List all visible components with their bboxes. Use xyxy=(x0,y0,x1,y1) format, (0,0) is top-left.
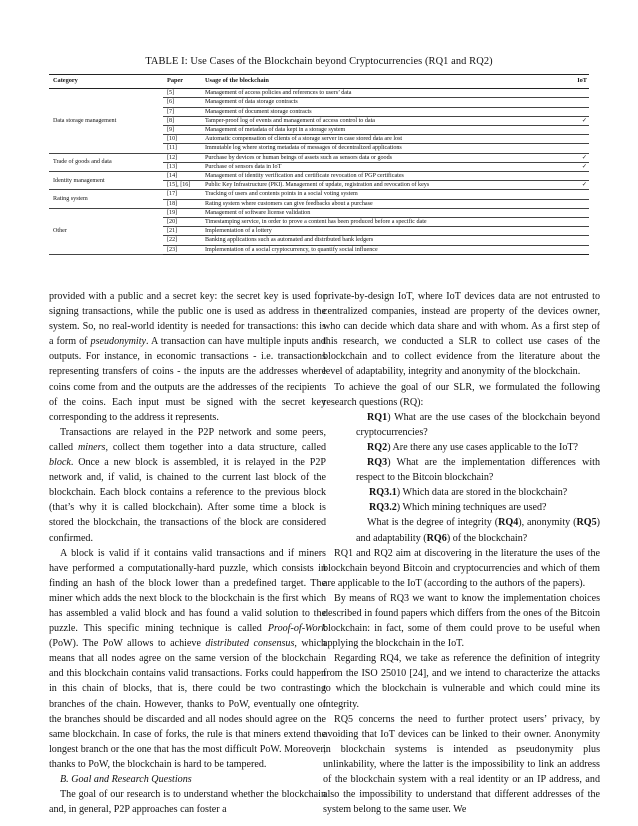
iot-cell xyxy=(561,144,589,153)
table-row xyxy=(49,153,589,162)
paragraph: By means of RQ3 we want to know the implementation choices described in found papers which differs from the ones of the Bitcoin blockchain: in fact, some of them could prove to be useful when applying the blockchain in the IoT. xyxy=(323,592,600,650)
paper-cell: [22] xyxy=(163,236,201,245)
iot-cell xyxy=(561,190,589,199)
iot-cell xyxy=(561,199,589,208)
iot-cell: ✓ xyxy=(561,116,589,125)
table-row xyxy=(49,190,589,199)
iot-cell: ✓ xyxy=(561,162,589,171)
paragraph: RQ5 concerns the need to further protect users’ privacy, by avoiding that IoT devices can be linked to their owner. Anonymity in blockchain systems is intended as pseudonymity plus unlinkability, where the latter is the impossibility to link an address of the blockchain system with a real identity or an IP address, and also the impossibility to understand that different addresses of the system belong to the same user. We xyxy=(323,713,600,816)
paragraph: A block is valid if it contains valid transactions and if miners have performed a computationally-hard puzzle, which consists in finding an hash of the block lower than a predefined target. The miner which adds the next block to the blockchain is the first which has assembled a valid block and has found a valid solution to the puzzle. This specific mining technique is called Proof-of-Work (PoW). The PoW allows to achieve distributed consensus, which means that all nodes agree on the same version of the blockchain and this blockchain contains valid transactions. Forks could happen in this chain of blocks, that is, there could be two contrasting branches of the chain. However, thanks to PoW, eventually one of the branches should be discarded and all nodes should agree on the same blockchain. In case of forks, the rule is that miners extend the longest branch or the one that has the most difficult PoW. Moreover, thanks to PoW, the blockchain is hard to be tampered. xyxy=(49,547,326,770)
usage-cell: Tracking of users and contents points in a social voting system xyxy=(201,190,561,199)
iot-cell xyxy=(561,107,589,116)
header-usage: Usage of the blockchain xyxy=(201,75,561,89)
left-column xyxy=(49,289,326,817)
usage-cell: Management of access policies and references to users’ data xyxy=(201,89,561,98)
category-cell: Identity management xyxy=(49,172,163,190)
use-cases-table xyxy=(49,74,589,255)
category-cell: Other xyxy=(49,208,163,254)
paper-cell: [6] xyxy=(163,98,201,107)
usage-cell: Purchase of sensors data in IoT xyxy=(201,162,561,171)
paper-cell: [20] xyxy=(163,218,201,227)
usage-cell: Timestamping service, in order to prove a content has been produced before a specific date xyxy=(201,218,561,227)
paper-cell: [23] xyxy=(163,245,201,254)
iot-cell xyxy=(561,227,589,236)
usage-cell: Banking applications such as automated and distributed bank ledgers xyxy=(201,236,561,245)
paper-cell: [21] xyxy=(163,227,201,236)
usage-cell: Management of document storage contracts xyxy=(201,107,561,116)
research-question: RQ1) What are the use cases of the blockchain beyond cryptocurrencies? xyxy=(356,411,600,438)
paragraph: The goal of our research is to understand whether the blockchain and, in general, P2P approaches can foster a xyxy=(49,789,326,816)
paper-cell: [9] xyxy=(163,126,201,135)
category-cell: Trade of goods and data xyxy=(49,153,163,171)
paper-cell: [18] xyxy=(163,199,201,208)
research-subquestion: RQ3.2) Which mining techniques are used? xyxy=(369,502,547,514)
research-subquestion: RQ3.1) Which data are stored in the blockchain? xyxy=(369,487,568,499)
usage-cell: Public Key Infrastructure (PKI). Management of update, registration and revocation of keys xyxy=(201,181,561,190)
paragraph: private-by-design IoT, where IoT devices data are not entrusted to centralized companies, instead are property of the devices owner, who can decide which data share and with whom. As a first step of this research, we conducted a SLR to collect use cases of the blockchain and to collect evidence from the literature about the level of adaptability, integrity and anonymity of the blockchain. xyxy=(323,291,600,378)
right-column xyxy=(323,289,600,817)
paper-cell: [19] xyxy=(163,208,201,217)
table-header-row xyxy=(49,75,589,89)
category-cell: Rating system xyxy=(49,190,163,208)
paragraph: provided with a public and a secret key: the secret key is used for signing transactions, while the public one is used as address in the system. So, no real-world identity is needed for transactions: this is a form of pseudonymity. A transaction can have multiple inputs and outputs. For instance, in economic transactions - i.e. transactions representing transfers of coins - the inputs are the addresses where coins come from and the outputs are the addresses of the recipients of the coins. Each input must be signed with the secret key corresponding to the address it represents. xyxy=(49,291,326,423)
iot-cell xyxy=(561,172,589,181)
paper-cell: [12] xyxy=(163,153,201,162)
paragraph: To achieve the goal of our SLR, we formulated the following research questions (RQ): xyxy=(323,381,600,408)
header-category: Category xyxy=(49,75,163,89)
paper-cell: [5] xyxy=(163,89,201,98)
usage-cell: Implementation of a lottery xyxy=(201,227,561,236)
header-paper: Paper xyxy=(163,75,201,89)
iot-cell xyxy=(561,89,589,98)
usage-cell: Management of software license validation xyxy=(201,208,561,217)
table-row xyxy=(49,172,589,181)
iot-cell xyxy=(561,98,589,107)
usage-cell: Tamper-proof log of events and management of access control to data xyxy=(201,116,561,125)
research-question: RQ2) Are there any use cases applicable to the IoT? xyxy=(367,441,579,453)
paper-cell: [17] xyxy=(163,190,201,199)
table-row xyxy=(49,89,589,98)
header-iot: IoT xyxy=(561,75,589,89)
iot-cell xyxy=(561,126,589,135)
usage-cell: Management of identity verification and certificate revocation of PGP certificates xyxy=(201,172,561,181)
usage-cell: Implementation of a social cryptocurrency, to quantify social influence xyxy=(201,245,561,254)
usage-cell: Immutable log where storing metadata of messages of decentralized applications xyxy=(201,144,561,153)
iot-cell xyxy=(561,236,589,245)
iot-cell: ✓ xyxy=(561,181,589,190)
paper-cell: [7] xyxy=(163,107,201,116)
research-question: RQ3) What are the implementation differences with respect to the Bitcoin blockchain? xyxy=(356,457,600,484)
paper-cell: [14] xyxy=(163,172,201,181)
usage-cell: Management of data storage contracts xyxy=(201,98,561,107)
usage-cell: Management of metadata of data kept in a storage system xyxy=(201,126,561,135)
paper-cell: [10] xyxy=(163,135,201,144)
iot-cell xyxy=(561,218,589,227)
usage-cell: Rating system where customers can give feedbacks about a purchase xyxy=(201,199,561,208)
paragraph: RQ1 and RQ2 aim at discovering in the literature the uses of the blockchain beyond Bitcoin and cryptocurrencies and which of them are applicable to the IoT (according to the authors of the papers). xyxy=(323,547,600,589)
iot-cell xyxy=(561,245,589,254)
iot-cell xyxy=(561,135,589,144)
paragraph: Transactions are relayed in the P2P network and some peers, called miners, collect them together into a data structure, called block. Once a new block is assembled, it is relayed in the P2P network and, if valid, is chained to the current last block of the blockchain. Each block contains a reference to the previous block (that’s why it is called blockchain). After some time a block is stored the blockchain, the transactions of the block are considered confirmed. xyxy=(49,426,326,544)
usage-cell: Automatic compensation of clients of a storage server in case stored data are lost xyxy=(201,135,561,144)
paragraph: Regarding RQ4, we take as reference the definition of integrity from the ISO 25010 [24], and we intend to characterize the attacks to which the blockchain is vulnerable and which could mine its integrity. xyxy=(323,653,600,710)
iot-cell xyxy=(561,208,589,217)
table-row xyxy=(49,208,589,217)
section-heading: B. Goal and Research Questions xyxy=(60,774,192,785)
table-caption: TABLE I: Use Cases of the Blockchain beyond Cryptocurrencies (RQ1 and RQ2) xyxy=(145,56,493,67)
paper-cell: [15], [16] xyxy=(163,181,201,190)
iot-cell: ✓ xyxy=(561,153,589,162)
usage-cell: Purchase by devices or human beings of assets such as sensors data or goods xyxy=(201,153,561,162)
paper-cell: [13] xyxy=(163,162,201,171)
category-cell: Data storage management xyxy=(49,89,163,153)
research-question: What is the degree of integrity (RQ4), anonymity (RQ5) and adaptability (RQ6) of the blockchain? xyxy=(356,517,600,544)
paper-cell: [8] xyxy=(163,116,201,125)
paper-cell: [11] xyxy=(163,144,201,153)
